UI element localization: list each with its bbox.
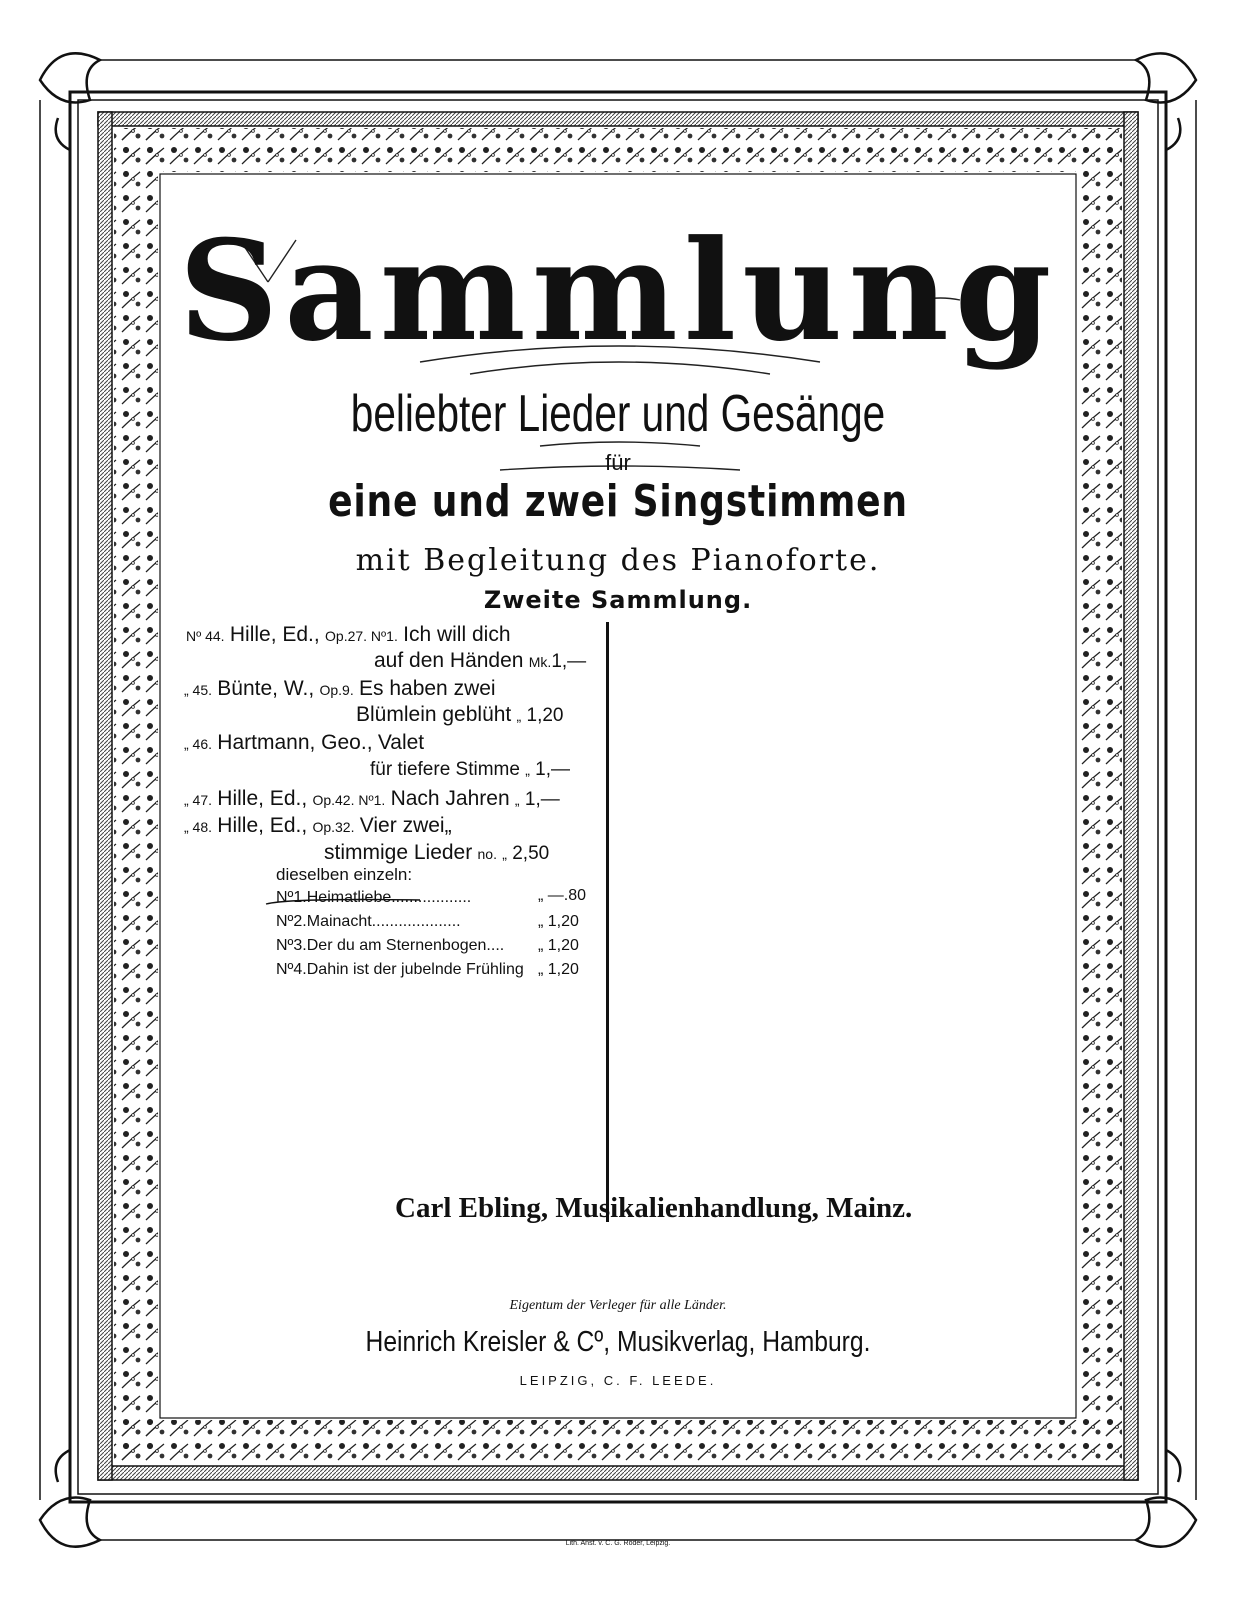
- entry-currency: „: [525, 762, 530, 778]
- list-item: [184, 815, 452, 836]
- einzeln-dots: ....................: [371, 913, 461, 930]
- list-item-price: [538, 914, 579, 930]
- entry-title: Nach Jahren: [390, 787, 510, 810]
- entry-currency: Mk.: [528, 654, 552, 670]
- entry-number: „ 45.: [184, 682, 213, 698]
- entry-number: „ 48.: [184, 819, 213, 835]
- entry-price: 2,50: [512, 843, 550, 864]
- einzeln-price: —.80: [547, 887, 587, 904]
- entry-title-line2: Blümlein geblüht: [356, 703, 512, 726]
- einzeln-price: 1,20: [547, 913, 579, 930]
- printer-credit: Lith. Anst. v. C. G. Röder, Leipzig.: [565, 1540, 671, 1547]
- einzeln-title: Heimatliebe: [306, 889, 392, 906]
- einzeln-currency: „: [538, 887, 544, 904]
- list-item-continued: [324, 842, 549, 863]
- entry-opus: Op.9.: [319, 682, 354, 698]
- list-item-price: [538, 962, 579, 978]
- entry-composer: Hille, Ed.,: [229, 623, 320, 646]
- entry-title: Es haben zwei: [359, 677, 496, 700]
- einzeln-currency: „: [538, 937, 544, 954]
- main-title: Sammlung: [178, 209, 1058, 372]
- entry-number: „ 47.: [184, 792, 213, 808]
- entry-suffix: no.: [477, 846, 497, 862]
- list-item-price: [538, 938, 579, 954]
- list-item-continued: [370, 760, 570, 779]
- list-item: [184, 732, 424, 753]
- list-item: [276, 890, 471, 906]
- subtitle-begleitung: mit Begleitung des Pianoforte.: [355, 543, 881, 578]
- subtitle-zweite-sammlung: Zweite Sammlung.: [483, 586, 753, 614]
- list-item: [276, 914, 461, 930]
- einzeln-number: Nº1.: [276, 889, 307, 906]
- einzeln-number: Nº3.: [276, 937, 307, 954]
- list-item-continued: [374, 650, 586, 671]
- list-item: [186, 624, 511, 645]
- einzeln-title: Dahin ist der jubelnde Frühling: [306, 961, 524, 978]
- entry-opus: Op.42. Nº1.: [312, 792, 386, 808]
- entry-composer: Hartmann, Geo.,: [217, 731, 373, 754]
- dealer-stamp: Carl Ebling, Musikalienhandlung, Mainz.: [395, 1192, 913, 1224]
- entry-composer: Bünte, W.,: [217, 677, 315, 700]
- list-item: [276, 962, 524, 978]
- einzeln-currency: „: [538, 913, 544, 930]
- entry-currency: „: [514, 792, 520, 808]
- list-item: [276, 938, 504, 954]
- entry-composer: Hille, Ed.,: [217, 787, 308, 810]
- entry-currency: „: [516, 708, 522, 724]
- einzeln-title: Der du am Sternenbogen: [306, 937, 487, 954]
- subtitle-lieder: beliebter Lieder und Gesänge: [350, 385, 886, 443]
- subtitle-fuer: für: [605, 450, 631, 475]
- list-item-continued: [356, 704, 563, 725]
- entry-number: „ 46.: [184, 736, 213, 752]
- einzeln-label: dieselben einzeln:: [276, 865, 413, 884]
- einzeln-price: 1,20: [547, 937, 579, 954]
- entry-title-line2: für tiefere Stimme: [370, 759, 520, 780]
- entry-title: Ich will dich: [403, 623, 511, 646]
- entry-composer: Hille, Ed.,: [217, 814, 308, 837]
- entry-number: Nº 44.: [186, 628, 225, 644]
- copyright-notice: Eigentum der Verleger für alle Länder.: [509, 1298, 727, 1313]
- einzeln-dots: ....: [486, 937, 505, 954]
- einzeln-dots: ..................: [391, 889, 472, 906]
- list-item-price: [538, 888, 586, 904]
- entry-price: 1,—: [551, 651, 587, 672]
- einzeln-title: Mainacht: [306, 913, 372, 930]
- publisher-name: Heinrich Kreisler & Cº, Musikverlag, Hamburg.: [365, 1326, 871, 1358]
- entry-price: 1,—: [524, 789, 560, 810]
- list-item: [184, 788, 560, 809]
- list-item: [184, 678, 496, 699]
- entry-title-line2: auf den Händen: [374, 649, 524, 672]
- einzeln-number: Nº2.: [276, 913, 307, 930]
- entry-price: 1,—: [535, 759, 571, 780]
- entry-title-line2: stimmige Lieder: [324, 841, 473, 864]
- entry-currency: „: [502, 846, 507, 862]
- entry-price: 1,20: [526, 705, 564, 726]
- distributor: LEIPZIG, C. F. LEEDE.: [519, 1373, 717, 1388]
- subtitle-singstimmen: eine und zwei Singstimmen: [328, 476, 908, 527]
- entry-title: Vier zwei„: [359, 814, 452, 837]
- einzeln-price: 1,20: [547, 961, 579, 978]
- entry-title: Valet: [377, 731, 425, 754]
- entry-opus: Op.32.: [312, 819, 355, 835]
- einzeln-number: Nº4.: [276, 961, 307, 978]
- entry-opus: Op.27. Nº1.: [325, 628, 398, 644]
- einzeln-currency: „: [538, 961, 544, 978]
